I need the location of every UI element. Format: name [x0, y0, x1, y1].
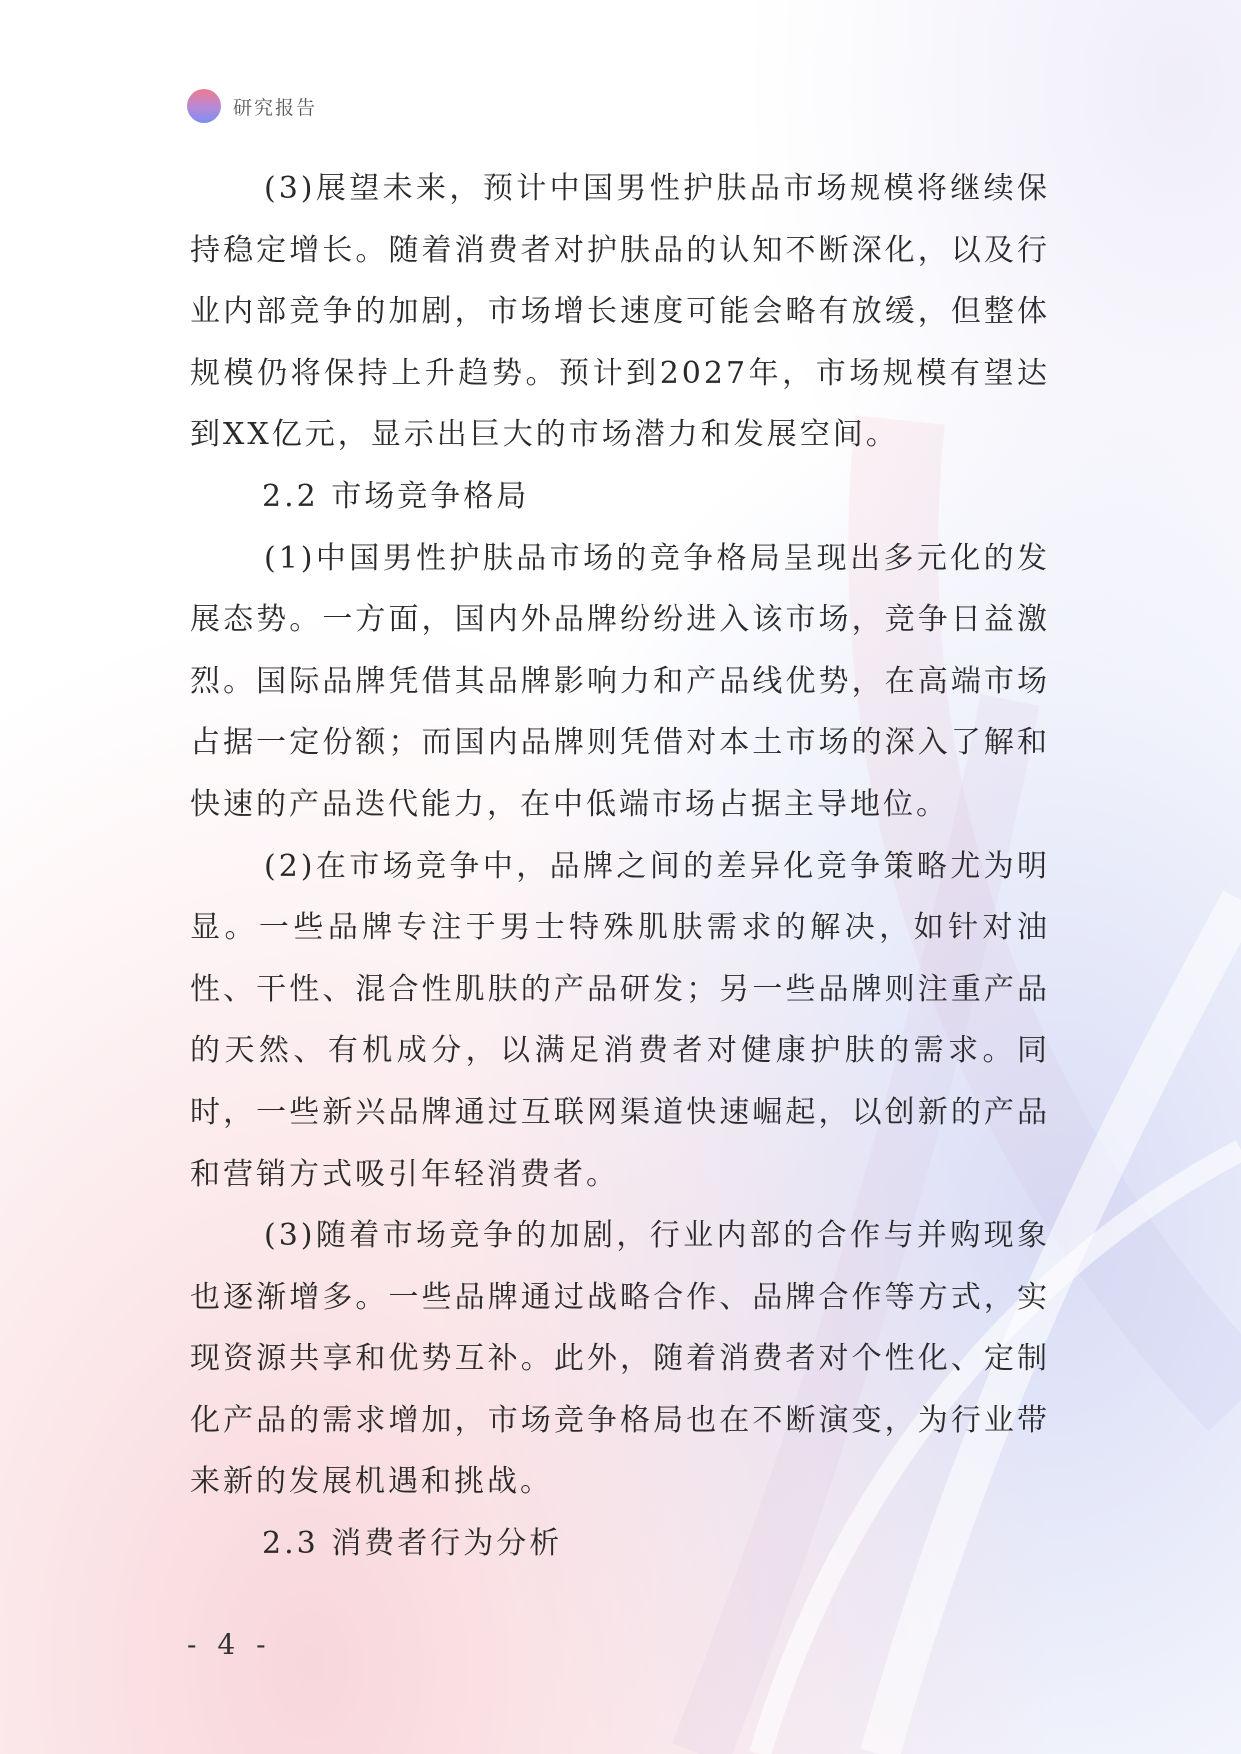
logo-circle-icon: [187, 89, 221, 123]
section-heading-2-2: 2.2 市场竞争格局: [262, 478, 530, 514]
document-body: [190, 158, 1050, 1575]
page-number: - 4 -: [187, 1628, 272, 1661]
header-label: 研究报告: [233, 96, 318, 119]
paragraph-competition-2: (2)在市场竞争中，品牌之间的差异化竞争策略尤为明显。一些品牌专注于男士特殊肌肤需求的解决，如针对油性、干性、混合性肌肤的产品研发；另一些品牌则注重产品的天然、有机成分，以满足消费者对健康护肤的需求。同时，一些新兴品牌通过互联网渠道快速崛起，以创新的产品和营销方式吸引年轻消费者。: [190, 848, 1050, 1192]
paragraph-outlook: (3)展望未来，预计中国男性护肤品市场规模将继续保持稳定增长。随着消费者对护肤品的认知不断深化，以及行业内部竞争的加剧，市场增长速度可能会略有放缓，但整体规模仍将保持上升趋势。预计到2027年，市场规模有望达到XX亿元，显示出巨大的市场潜力和发展空间。: [190, 171, 1050, 453]
paragraph-competition-3: (3)随着市场竞争的加剧，行业内部的合作与并购现象也逐渐增多。一些品牌通过战略合作、品牌合作等方式，实现资源共享和优势互补。此外，随着消费者对个性化、定制化产品的需求增加，市场竞争格局也在不断演变，为行业带来新的发展机遇和挑战。: [190, 1218, 1050, 1500]
section-heading-2-3: 2.3 消费者行为分析: [262, 1526, 563, 1562]
paragraph-competition-1: (1)中国男性护肤品市场的竞争格局呈现出多元化的发展态势。一方面，国内外品牌纷纷进入该市场，竞争日益激烈。国际品牌凭借其品牌影响力和产品线优势，在高端市场占据一定份额；而国内品牌则凭借对本土市场的深入了解和快速的产品迭代能力，在中低端市场占据主导地位。: [190, 540, 1050, 822]
page-header: [187, 88, 317, 124]
